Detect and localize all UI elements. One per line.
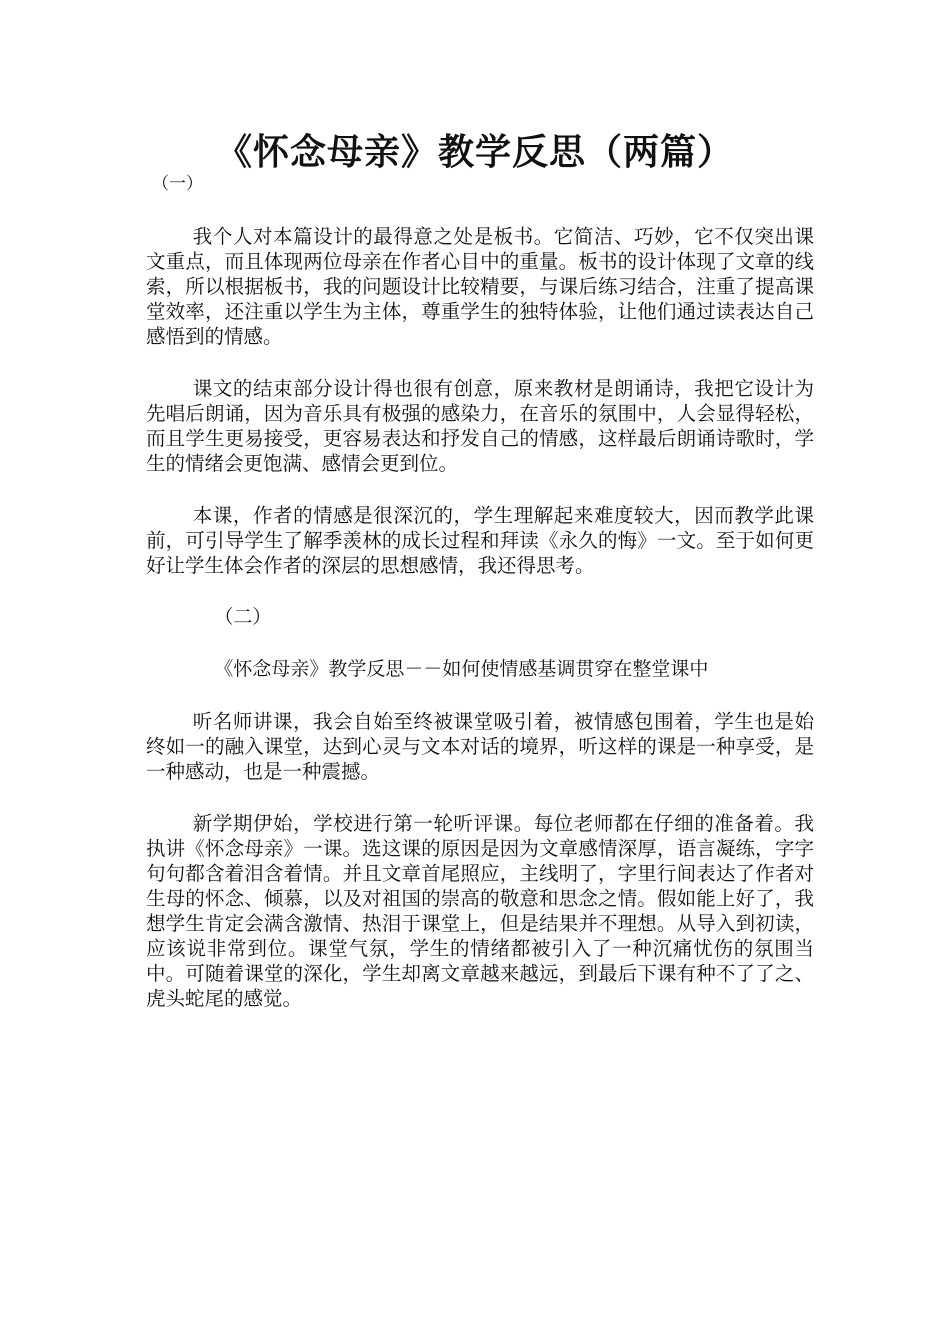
page-title: 《怀念母亲》教学反思（两篇） bbox=[215, 131, 734, 173]
paragraph: 我个人对本篇设计的最得意之处是板书。它简洁、巧妙，它不仅突出课文重点，而且体现两位母亲在作者心目中的重量。板书的设计体现了文章的线索，所以根据板书，我的问题设计比较精要，与课后练习结合，注重了提高课堂效率，还注重以学生为主体，尊重学生的独特体验，让他们通过读表达自己感悟到的情感。 bbox=[146, 225, 814, 348]
paragraph: 听名师讲课，我会自始至终被课堂吸引着，被情感包围着，学生也是始终如一的融入课堂，达到心灵与文本对话的境界，听这样的课是一种享受，是一种感动，也是一种震撼。 bbox=[146, 710, 814, 783]
section-two-label: （二） bbox=[214, 606, 272, 628]
section-one-label: （一） bbox=[152, 174, 203, 194]
section-two-subtitle: 《怀念母亲》教学反思－－如何使情感基调贯穿在整堂课中 bbox=[214, 658, 709, 680]
paragraph: 本课，作者的情感是很深沉的，学生理解起来难度较大，因而教学此课前，可引导学生了解季羡林的成长过程和拜读《永久的悔》一文。至于如何更好让学生体会作者的深层的思想感情，我还得思考。 bbox=[146, 504, 814, 577]
document-body bbox=[146, 172, 814, 1038]
paragraph: 课文的结束部分设计得也很有创意，原来教材是朗诵诗，我把它设计为先唱后朗诵，因为音乐具有极强的感染力，在音乐的氛围中，人会显得轻松，而且学生更易接受，更容易表达和抒发自己的情感，这样最后朗诵诗歌时，学生的情绪会更饱满、感情会更到位。 bbox=[146, 377, 814, 475]
paragraph: 新学期伊始，学校进行第一轮听评课。每位老师都在仔细的准备着。我执讲《怀念母亲》一课。选这课的原因是因为文章感情深厚，语言凝练，字字句句都含着泪含着情。并且文章首尾照应，主线明了，字里行间表达了作者对生母的怀念、倾慕，以及对祖国的崇高的敬意和思念之情。假如能上好了，我想学生肯定会满含激情、热泪于课堂上，但是结果并不理想。从导入到初读，应该说非常到位。课堂气氛，学生的情绪都被引入了一种沉痛忧伤的氛围当中。可随着课堂的深化，学生却离文章越来越远，到最后下课有种不了了之、虎头蛇尾的感觉。 bbox=[146, 812, 814, 1010]
